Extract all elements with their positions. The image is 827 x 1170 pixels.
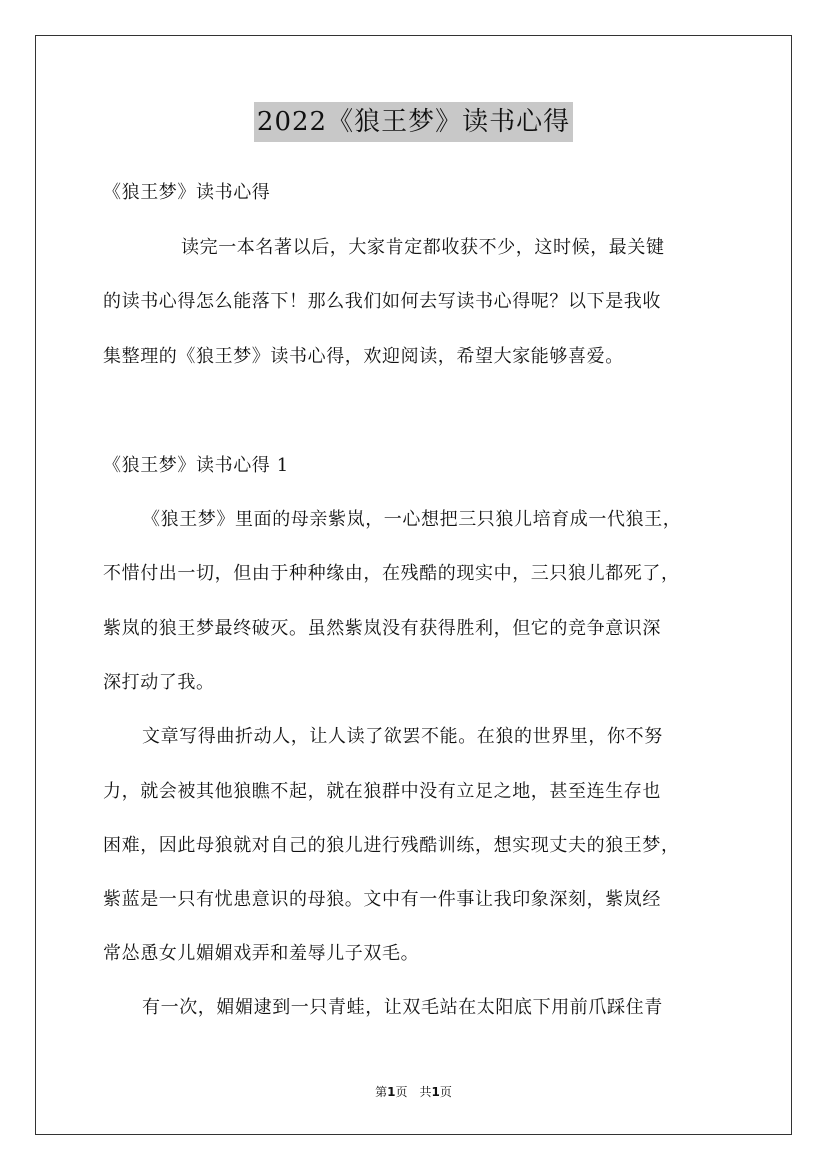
document-title: 2022《狼王梦》读书心得 [254,102,573,142]
footer-page-total: 1 [431,1085,440,1099]
footer-page-suffix: 页 [439,1085,452,1099]
section-heading: 《狼王梦》读书心得 [103,182,271,203]
para2-line-1: 文章写得曲折动人，让人读了欲罢不能。在狼的世界里，你不努 [142,726,663,747]
para2-line-4: 紫蓝是一只有忧患意识的母狼。文中有一件事让我印象深刻，紫岚经 [103,889,661,910]
para2-line-3: 困难，因此母狼就对自己的狼儿进行残酷训练，想实现丈夫的狼王梦， [103,835,680,856]
subsection-heading: 《狼王梦》读书心得 1 [103,455,289,476]
page-footer [0,1084,827,1100]
intro-line-3: 集整理的《狼王梦》读书心得，欢迎阅读，希望大家能够喜爱。 [103,346,624,367]
para1-line-4: 深打动了我。 [103,672,215,693]
para2-line-2: 力，就会被其他狼瞧不起，就在狼群中没有立足之地，甚至连生存也 [103,781,661,802]
para2-line-5: 常怂恿女儿媚媚戏弄和羞辱儿子双毛。 [103,943,420,964]
footer-page-mid: 页 共 [395,1085,432,1099]
para1-line-1: 《狼王梦》里面的母亲紫岚，一心想把三只狼儿培育成一代狼王， [142,509,682,530]
intro-line-2: 的读书心得怎么能落下！那么我们如何去写读书心得呢？以下是我收 [103,291,661,312]
para1-line-2: 不惜付出一切，但由于种种缘由，在残酷的现实中，三只狼儿都死了， [103,563,680,584]
para3-line-1: 有一次，媚媚逮到一只青蛙，让双毛站在太阳底下用前爪踩住青 [142,997,663,1018]
intro-line-1: 读完一本名著以后，大家肯定都收获不少，这时候，最关键 [181,237,665,258]
title-container [0,102,827,142]
footer-page-current: 1 [387,1085,396,1099]
footer-page-prefix: 第 [375,1085,388,1099]
para1-line-3: 紫岚的狼王梦最终破灭。虽然紫岚没有获得胜利，但它的竞争意识深 [103,618,661,639]
